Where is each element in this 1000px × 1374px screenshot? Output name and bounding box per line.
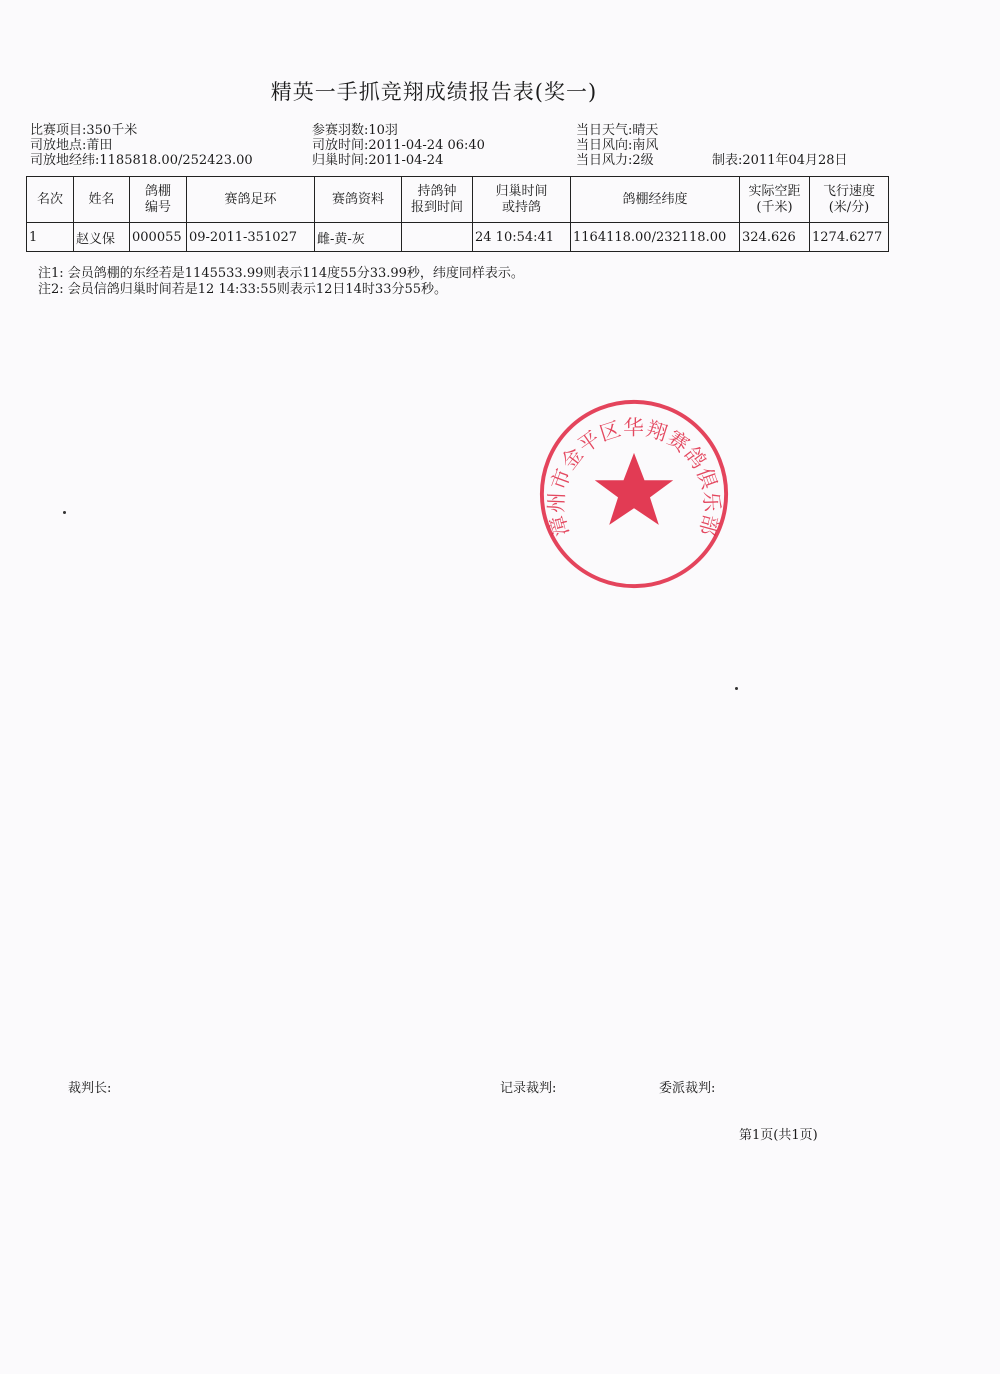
cell-pigeon-info: 雌-黄-灰 — [315, 223, 402, 252]
return-time-value: 2011-04-24 — [368, 153, 444, 168]
release-place-label: 司放地点: — [30, 138, 87, 153]
race-item-label: 比赛项目: — [30, 123, 87, 138]
header-loft-id: 鸽棚 编号 — [130, 177, 187, 223]
cell-ring: 09-2011-351027 — [187, 223, 315, 252]
appointed-judge-signature: 委派裁判: — [659, 1081, 716, 1096]
note-1: 注1: 会员鸽棚的东经若是1145533.99则表示114度55分33.99秒，纬度同样表示。 — [38, 266, 524, 281]
cell-name: 赵义保 — [74, 223, 130, 252]
cell-arrival-time: 24 10:54:41 — [473, 223, 571, 252]
info-made-date — [712, 153, 848, 168]
club-seal-stamp — [536, 396, 732, 592]
release-coords-value: 1185818.00/252423.00 — [99, 153, 253, 168]
header-arrival-time: 归巢时间 或持鸽 — [473, 177, 571, 223]
header-rank: 名次 — [27, 177, 74, 223]
info-race-item — [30, 123, 137, 138]
header-speed: 飞行速度 (米/分) — [810, 177, 889, 223]
made-value: 2011年04月28日 — [742, 153, 848, 168]
cell-speed: 1274.6277 — [810, 223, 889, 252]
made-label: 制表: — [712, 153, 743, 168]
table-header-row — [27, 177, 889, 223]
header-distance: 实际空距 (千米) — [740, 177, 810, 223]
release-time-value: 2011-04-24 06:40 — [368, 138, 485, 153]
info-release-time — [312, 138, 485, 153]
results-table — [26, 176, 889, 252]
seal-text: 漳州市金平区华翔赛鸽俱乐部 — [544, 415, 724, 540]
entries-label: 参赛羽数: — [312, 123, 369, 138]
info-release-place — [30, 138, 112, 153]
report-title: 精英一手抓竞翔成绩报告表(奖一) — [270, 80, 598, 104]
table-row — [27, 223, 889, 252]
scan-speck — [735, 687, 738, 690]
wind-force-label: 当日风力: — [576, 153, 633, 168]
info-release-coords — [30, 153, 253, 168]
header-clock-time: 持鸽钟 报到时间 — [402, 177, 473, 223]
page-number: 第1页(共1页) — [739, 1128, 818, 1143]
entries-value: 10羽 — [368, 123, 398, 138]
record-judge-signature: 记录裁判: — [500, 1081, 557, 1096]
cell-clock-time — [402, 223, 473, 252]
weather-label: 当日天气: — [576, 123, 633, 138]
info-wind-direction — [576, 138, 658, 153]
release-time-label: 司放时间: — [312, 138, 369, 153]
note-2: 注2: 会员信鸽归巢时间若是12 14:33:55则表示12日14时33分55秒。 — [38, 282, 448, 297]
info-entries — [312, 123, 398, 138]
return-time-label: 归巢时间: — [312, 153, 369, 168]
cell-distance: 324.626 — [740, 223, 810, 252]
weather-value: 晴天 — [632, 123, 659, 138]
cell-loft-coords: 1164118.00/232118.00 — [571, 223, 740, 252]
scan-speck — [63, 511, 66, 514]
cell-loft-id: 000055 — [130, 223, 187, 252]
info-wind-force — [576, 153, 654, 168]
header-pigeon-info: 赛鸽资料 — [315, 177, 402, 223]
chief-judge-signature: 裁判长: — [68, 1081, 112, 1096]
race-item-value: 350千米 — [86, 123, 138, 138]
header-ring: 赛鸽足环 — [187, 177, 315, 223]
seal-star-icon — [595, 453, 673, 525]
info-weather — [576, 123, 658, 138]
info-return-time — [312, 153, 443, 168]
wind-direction-label: 当日风向: — [576, 138, 633, 153]
cell-rank: 1 — [27, 223, 74, 252]
header-loft-coords: 鸽棚经纬度 — [571, 177, 740, 223]
wind-direction-value: 南风 — [632, 138, 659, 153]
release-coords-label: 司放地经纬: — [30, 153, 100, 168]
header-name: 姓名 — [74, 177, 130, 223]
wind-force-value: 2级 — [632, 153, 654, 168]
release-place-value: 莆田 — [86, 138, 113, 153]
